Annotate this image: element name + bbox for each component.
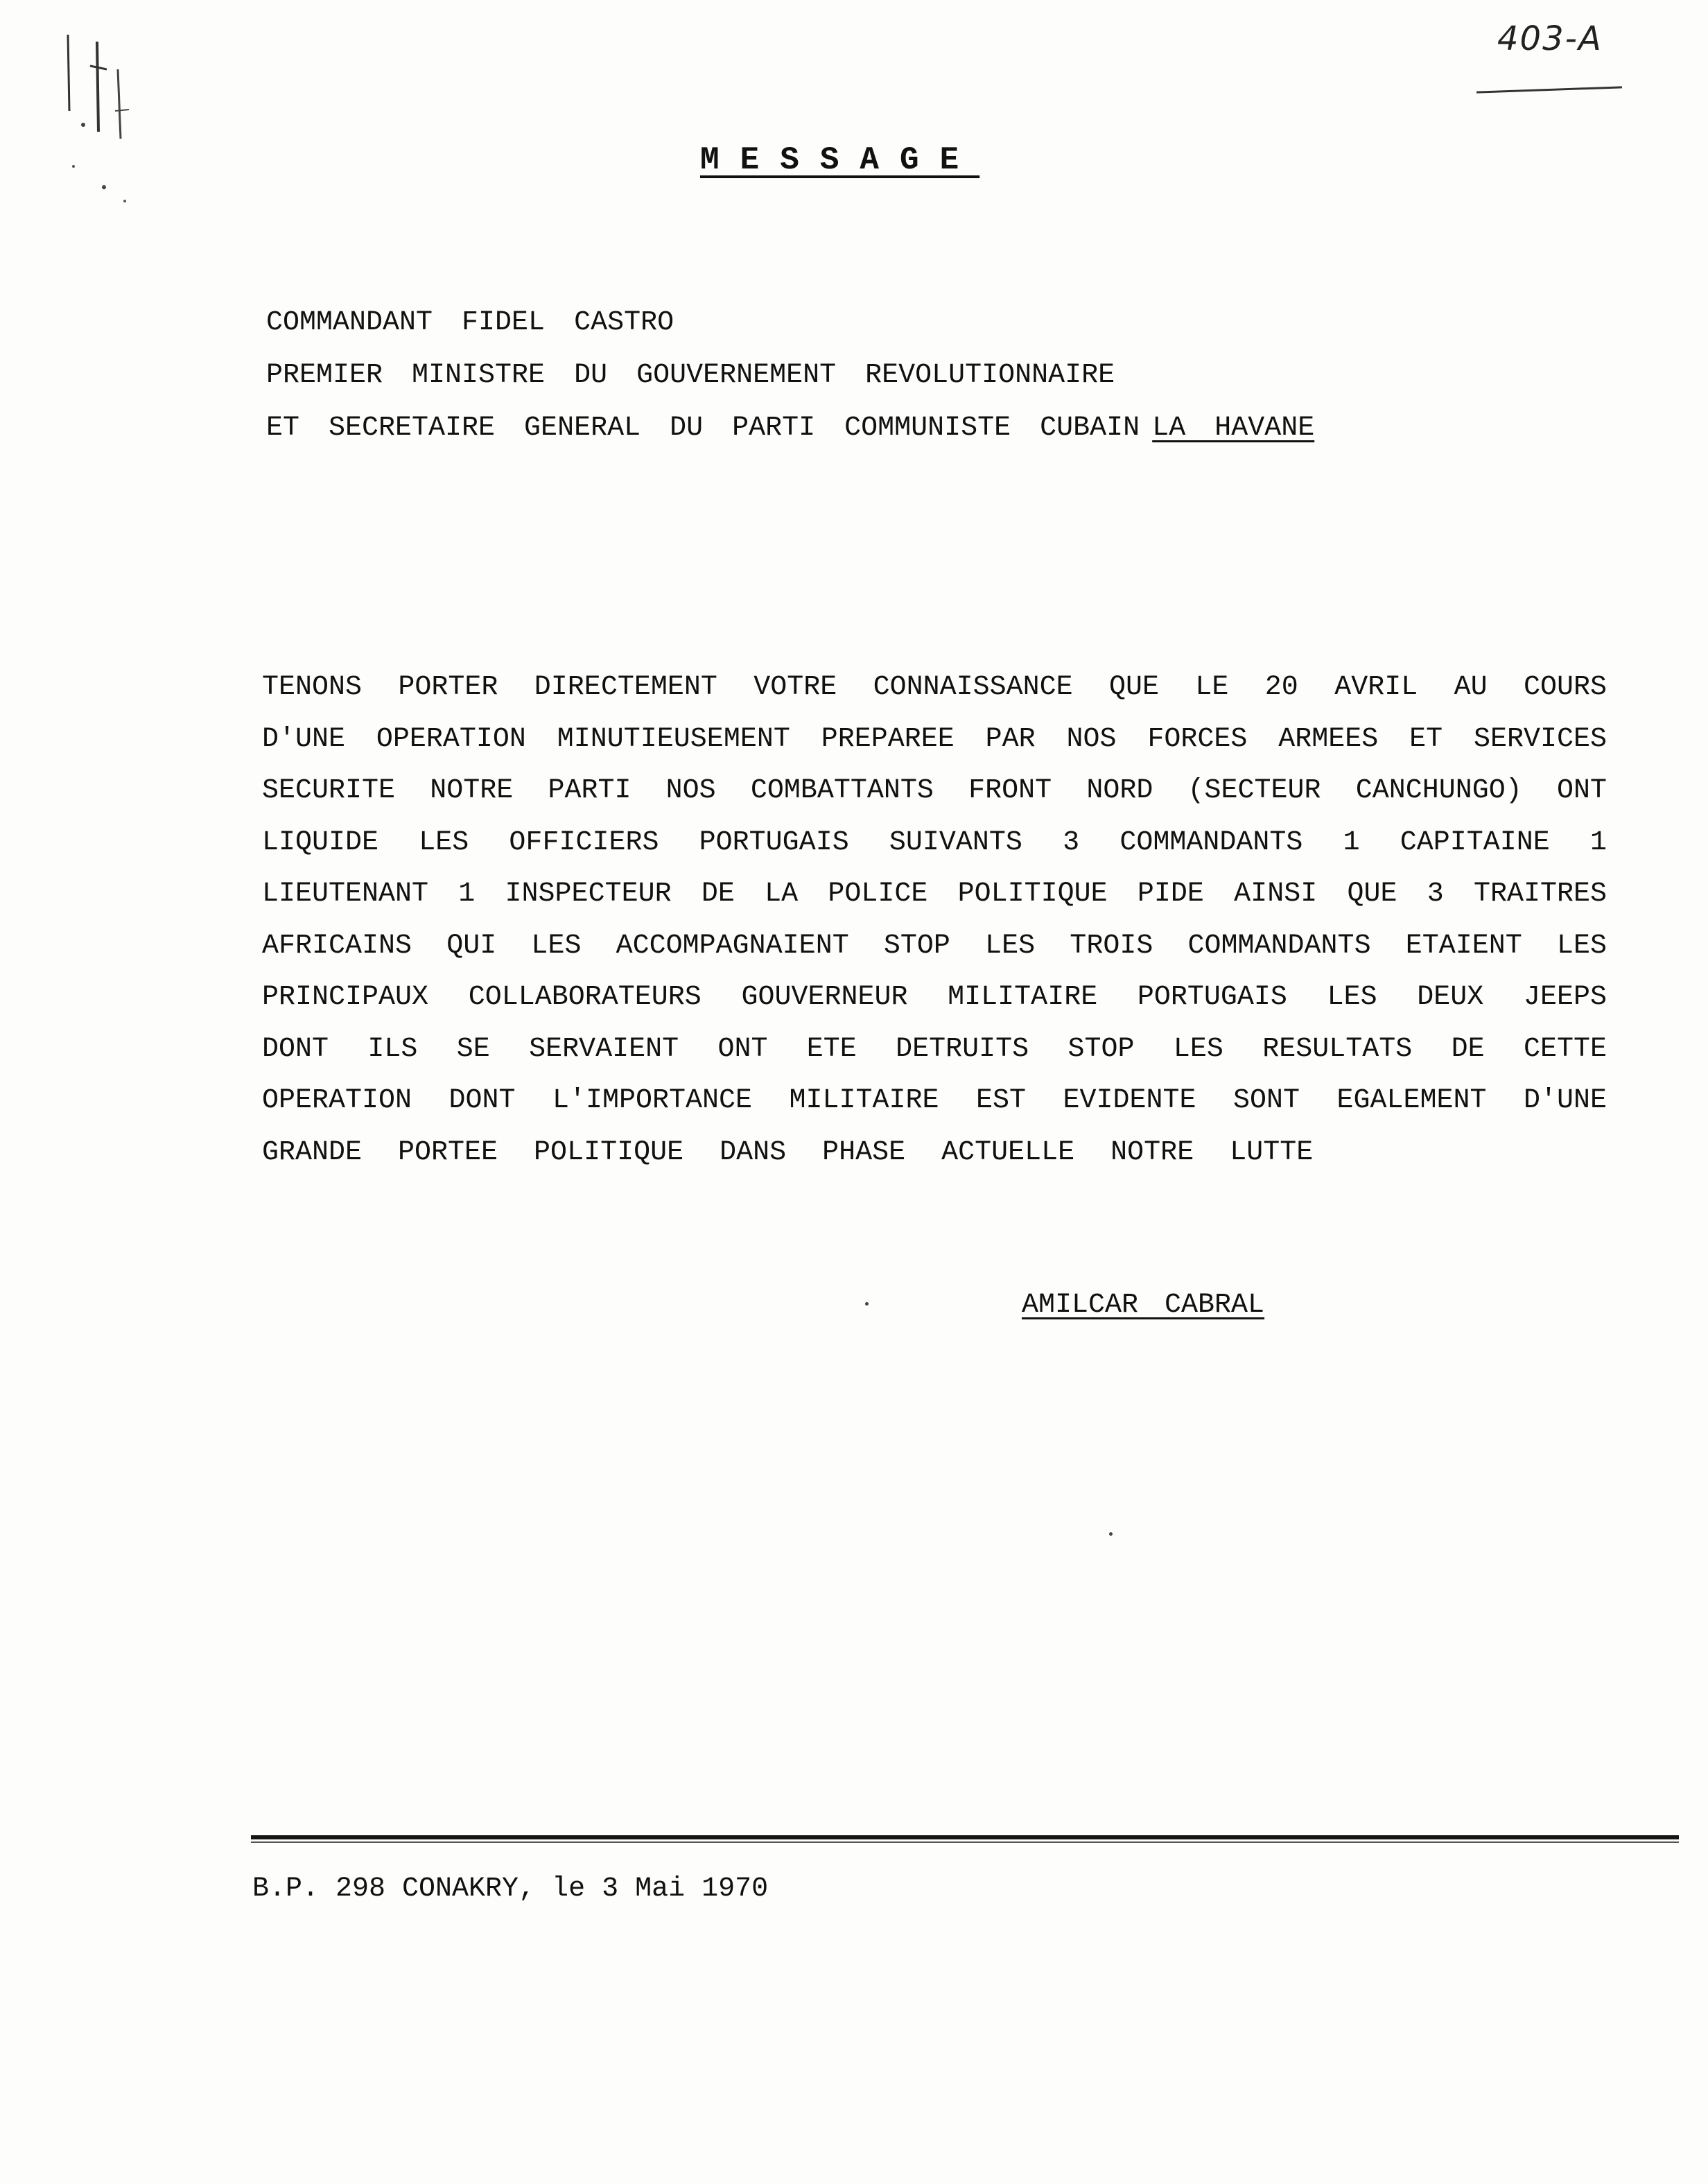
footer-rule bbox=[251, 1835, 1679, 1839]
message-body bbox=[262, 662, 1621, 1179]
signature: AMILCAR CABRAL bbox=[1022, 1290, 1265, 1321]
reference-underline bbox=[1476, 86, 1622, 93]
addressee-line-2: PREMIER MINISTRE DU GOUVERNEMENT REVOLUTIONNAIRE bbox=[266, 360, 1115, 391]
scan-speck bbox=[865, 1302, 869, 1306]
addressee-line-3 bbox=[266, 402, 1583, 455]
reference-number: 403-A bbox=[1497, 19, 1603, 58]
addressee-line-1: COMMANDANT FIDEL CASTRO bbox=[266, 307, 674, 338]
footer-rule-thin bbox=[251, 1841, 1679, 1843]
document-title: MESSAGE bbox=[700, 142, 980, 178]
body-line: D'UNE OPERATION MINUTIEUSEMENT PREPAREE PAR NOS FORCES ARMEES ET SERVICES bbox=[262, 723, 1607, 755]
margin-pen-marks bbox=[49, 28, 139, 208]
addressee-city: LA HAVANE bbox=[1152, 413, 1315, 444]
addressee-block bbox=[266, 297, 1583, 455]
body-line: GRANDE PORTEE POLITIQUE DANS PHASE ACTUELLE NOTRE LUTTE bbox=[262, 1136, 1314, 1168]
body-line: LIQUIDE LES OFFICIERS PORTUGAIS SUIVANTS 3 COMMANDANTS 1 CAPITAINE 1 bbox=[262, 826, 1607, 858]
addressee-line-3-text: ET SECRETAIRE GENERAL DU PARTI COMMUNISTE CUBAIN bbox=[266, 413, 1140, 444]
body-line: OPERATION DONT L'IMPORTANCE MILITAIRE EST EVIDENTE SONT EGALEMENT D'UNE bbox=[262, 1085, 1607, 1116]
body-line: PRINCIPAUX COLLABORATEURS GOUVERNEUR MILITAIRE PORTUGAIS LES DEUX JEEPS bbox=[262, 982, 1607, 1013]
body-line: DONT ILS SE SERVAIENT ONT ETE DETRUITS STOP LES RESULTATS DE CETTE bbox=[262, 1033, 1607, 1065]
footer-address-date: B.P. 298 CONAKRY, le 3 Mai 1970 bbox=[252, 1873, 769, 1905]
scan-speck bbox=[1109, 1532, 1113, 1536]
body-line: TENONS PORTER DIRECTEMENT VOTRE CONNAISSANCE QUE LE 20 AVRIL AU COURS bbox=[262, 672, 1607, 703]
body-line: LIEUTENANT 1 INSPECTEUR DE LA POLICE POLITIQUE PIDE AINSI QUE 3 TRAITRES bbox=[262, 878, 1607, 910]
body-line: AFRICAINS QUI LES ACCOMPAGNAIENT STOP LES TROIS COMMANDANTS ETAIENT LES bbox=[262, 930, 1607, 962]
body-line: SECURITE NOTRE PARTI NOS COMBATTANTS FRONT NORD (SECTEUR CANCHUNGO) ONT bbox=[262, 775, 1607, 806]
